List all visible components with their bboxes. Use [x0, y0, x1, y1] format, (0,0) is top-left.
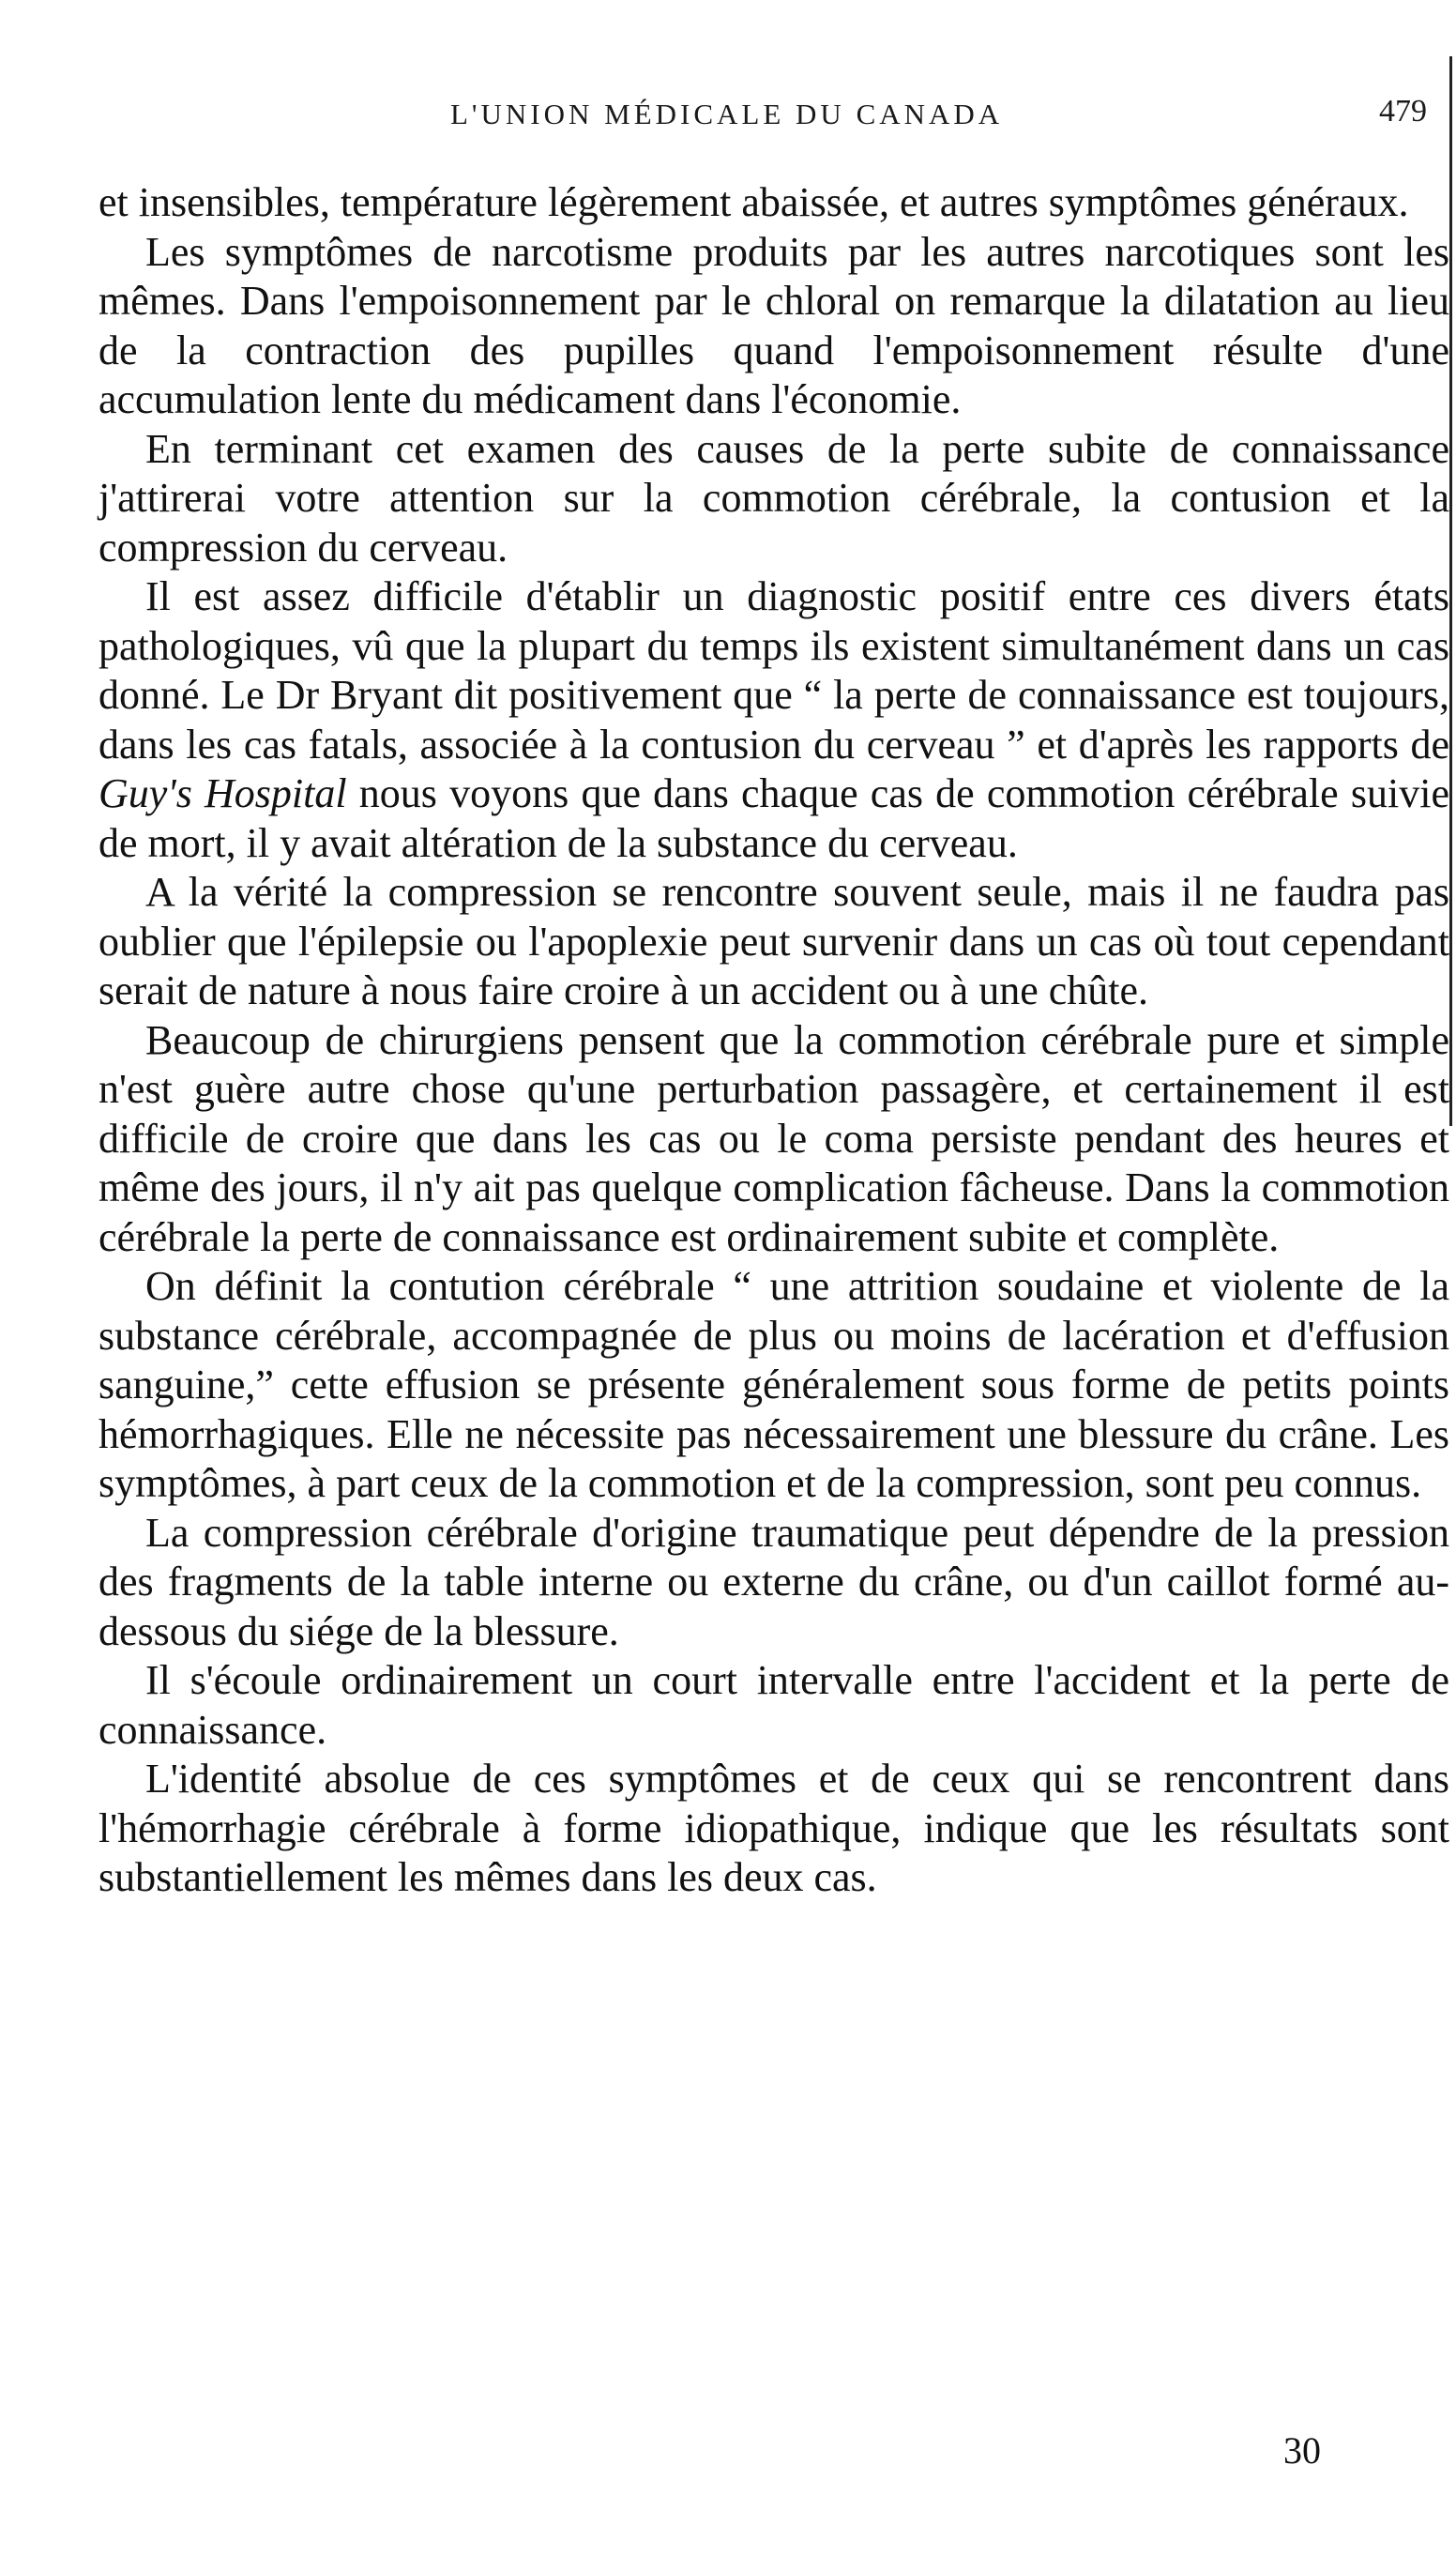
paragraph: En terminant cet examen des causes de la perte subite de connaissance j'attirerai votre attention sur la commotion cérébrale, la contusion et la compression du cerveau. — [99, 425, 1449, 571]
signature-mark: 30 — [1283, 2429, 1321, 2472]
paragraph: On définit la contution cérébrale “ une attrition soudaine et violente de la substance cérébrale, accompagnée de plus ou moins de lacération et d'effusion sanguine,” cette effusion se présente généralement sous forme de petits points hémorrhagiques. Elle ne nécessite pas nécessairement une blessure du crâne. Les symptômes, à part ceux de la commotion et de la compression, sont peu connus. — [99, 1263, 1449, 1506]
page-number: 479 — [1379, 94, 1427, 129]
page-edge-rule — [1449, 56, 1452, 1126]
running-title: L'UNION MÉDICALE DU CANADA — [450, 98, 1004, 130]
paragraph: et insensibles, température légèrement abaissée, et autres symptômes généraux. — [99, 179, 1409, 225]
body-text — [99, 178, 1449, 1903]
paragraph — [99, 572, 1449, 868]
italic-hospital-name: Guy's Hospital — [99, 770, 347, 816]
paragraph-text: Il est assez difficile d'établir un diagnostic positif entre ces divers états pathologiques, vû que la plupart du temps ils existent simultanément dans un cas donné. Le Dr Bryant dit positivement que “ la perte de connaissance est toujours, dans les cas fatals, associée à la contusion du cerveau ” et d'après les rapports de — [99, 573, 1449, 768]
paragraph: Beaucoup de chirurgiens pensent que la commotion cérébrale pure et simple n'est guère autre chose qu'une perturbation passagère, et certainement il est difficile de croire que dans les cas ou le coma persiste pendant des heures et même des jours, il n'y ait pas quelque complication fâcheuse. Dans la commotion cérébrale la perte de connaissance est ordinairement subite et complète. — [99, 1016, 1449, 1260]
paragraph-text: nous voyons que dans chaque cas de commotion cérébrale suivie de mort, il y avait altération de la substance du cerveau. — [99, 770, 1449, 866]
paragraph: L'identité absolue de ces symptômes et de ceux qui se rencontrent dans l'hémorrhagie cérébrale à forme idiopathique, indique que les résultats sont substantiellement les mêmes dans les deux cas. — [99, 1756, 1449, 1900]
paragraph: Il s'écoule ordinairement un court intervalle entre l'accident et la perte de connaissance. — [99, 1657, 1449, 1753]
paragraph: A la vérité la compression se rencontre souvent seule, mais il ne faudra pas oublier que l'épilepsie ou l'apoplexie peut survenir dans un cas où tout cependant serait de nature à nous faire croire à un accident ou à une chûte. — [99, 869, 1449, 1013]
paragraph: Les symptômes de narcotisme produits par les autres narcotiques sont les mêmes. Dans l'empoisonnement par le chloral on remarque la dilatation au lieu de la contraction des pupilles quand l'empoisonnement résulte d'une accumulation lente du médicament dans l'économie. — [99, 228, 1449, 422]
paragraph: La compression cérébrale d'origine traumatique peut dépendre de la pression des fragments de la table interne ou externe du crâne, ou d'un caillot formé au-dessous du siége de la blessure. — [99, 1509, 1449, 1654]
